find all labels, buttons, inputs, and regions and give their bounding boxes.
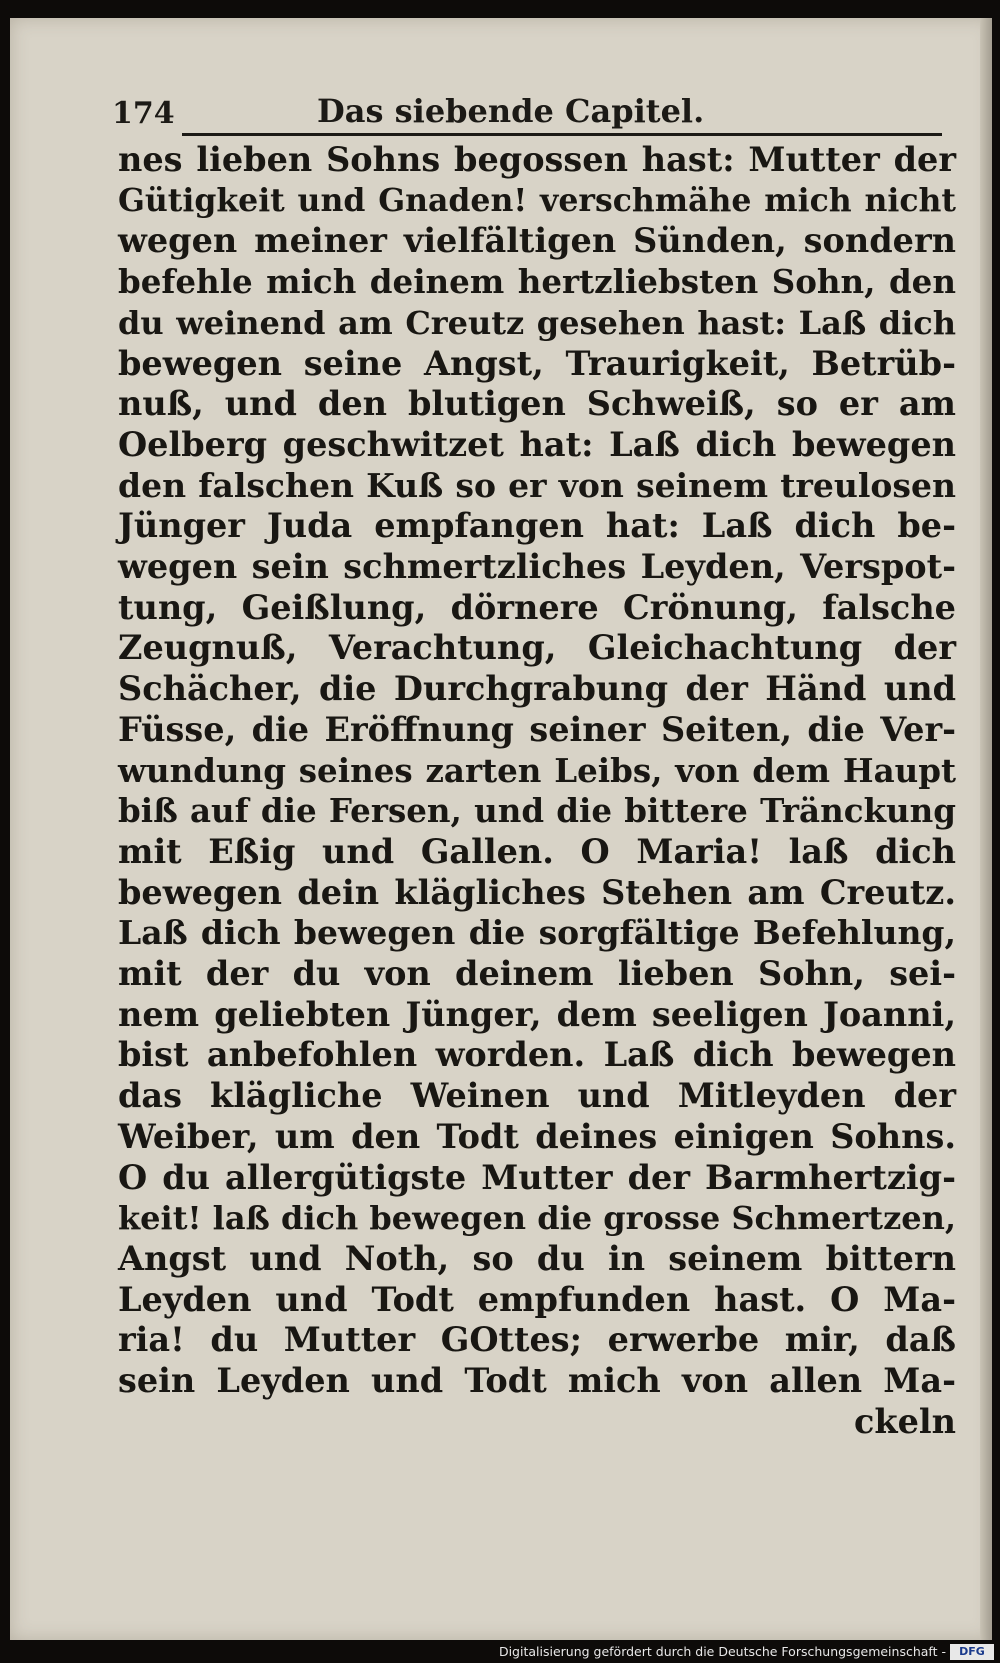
text-line: den falschen Kuß so er von seinem treulosen: [118, 465, 956, 505]
text-line: Oelberg geschwitzet hat: Laß dich bewegen: [118, 424, 956, 464]
text-line: mit der du von deinem lieben Sohn, sei-: [118, 954, 956, 994]
text-line: Zeugnuß, Verachtung, Gleichachtung der: [118, 628, 956, 668]
text-line: biß auf die Fersen, und die bittere Tränckung: [118, 791, 956, 831]
text-line: Füsse, die Eröffnung seiner Seiten, die Ver-: [118, 709, 956, 749]
catchword: ckeln: [853, 1401, 956, 1441]
text-line: bist anbefohlen worden. Laß dich bewegen: [118, 1035, 956, 1075]
text-line: Schächer, die Durchgrabung der Händ und: [118, 669, 956, 709]
text-line: wegen sein schmertzliches Leyden, Verspot-: [118, 547, 956, 587]
page-number: 174: [112, 96, 175, 131]
text-line: tung, Geißlung, dörnere Crönung, falsche: [118, 587, 956, 627]
text-line: nem geliebten Jünger, dem seeligen Joanni,: [118, 994, 956, 1034]
text-line: ria! du Mutter GOttes; erwerbe mir, daß: [118, 1320, 956, 1360]
text-line: mit Eßig und Gallen. O Maria! laß dich: [118, 831, 956, 871]
text-line: befehle mich deinem hertzliebsten Sohn, den: [118, 262, 956, 302]
page-header: [112, 92, 944, 136]
text-line: du weinend am Creutz gesehen hast: Laß dich: [118, 303, 956, 342]
text-line: nuß, und den blutigen Schweiß, so er am: [118, 384, 956, 424]
funding-credit: Digitalisierung gefördert durch die Deutsche Forschungsgemeinschaft -: [498, 1644, 946, 1659]
text-line: bewegen dein klägliches Stehen am Creutz.: [118, 872, 956, 912]
text-line: Jünger Juda empfangen hat: Laß dich be-: [118, 506, 956, 546]
text-line: wundung seines zarten Leibs, von dem Haupt: [118, 750, 956, 790]
text-line: das klägliche Weinen und Mitleyden der: [118, 1076, 956, 1116]
text-line: O du allergütigste Mutter der Barmhertzig-: [118, 1157, 956, 1197]
text-line: sein Leyden und Todt mich von allen Ma-: [118, 1361, 956, 1401]
text-line: keit! laß dich bewegen die grosse Schmertzen,: [118, 1199, 956, 1238]
text-line: Angst und Noth, so du in seinem bittern: [118, 1238, 956, 1278]
header-rule: [182, 133, 942, 136]
text-line: Gütigkeit und Gnaden! verschmähe mich nicht: [118, 181, 956, 219]
dfg-logo: DFG: [950, 1644, 994, 1660]
text-line: nes lieben Sohns begossen hast: Mutter der: [118, 140, 956, 179]
text-line: wegen meiner vielfältigen Sünden, sondern: [118, 221, 956, 261]
page-edge: [980, 18, 992, 1640]
body-text: [118, 140, 956, 1443]
text-line: Laß dich bewegen die sorgfältige Befehlung,: [118, 913, 956, 953]
running-head: Das siebende Capitel.: [317, 92, 705, 130]
text-line: Leyden und Todt empfunden hast. O Ma-: [118, 1279, 956, 1319]
text-line: Weiber, um den Todt deines einigen Sohns.: [118, 1116, 956, 1156]
footer-bar: [0, 1641, 1000, 1663]
text-line: bewegen seine Angst, Traurigkeit, Betrüb-: [118, 343, 956, 383]
